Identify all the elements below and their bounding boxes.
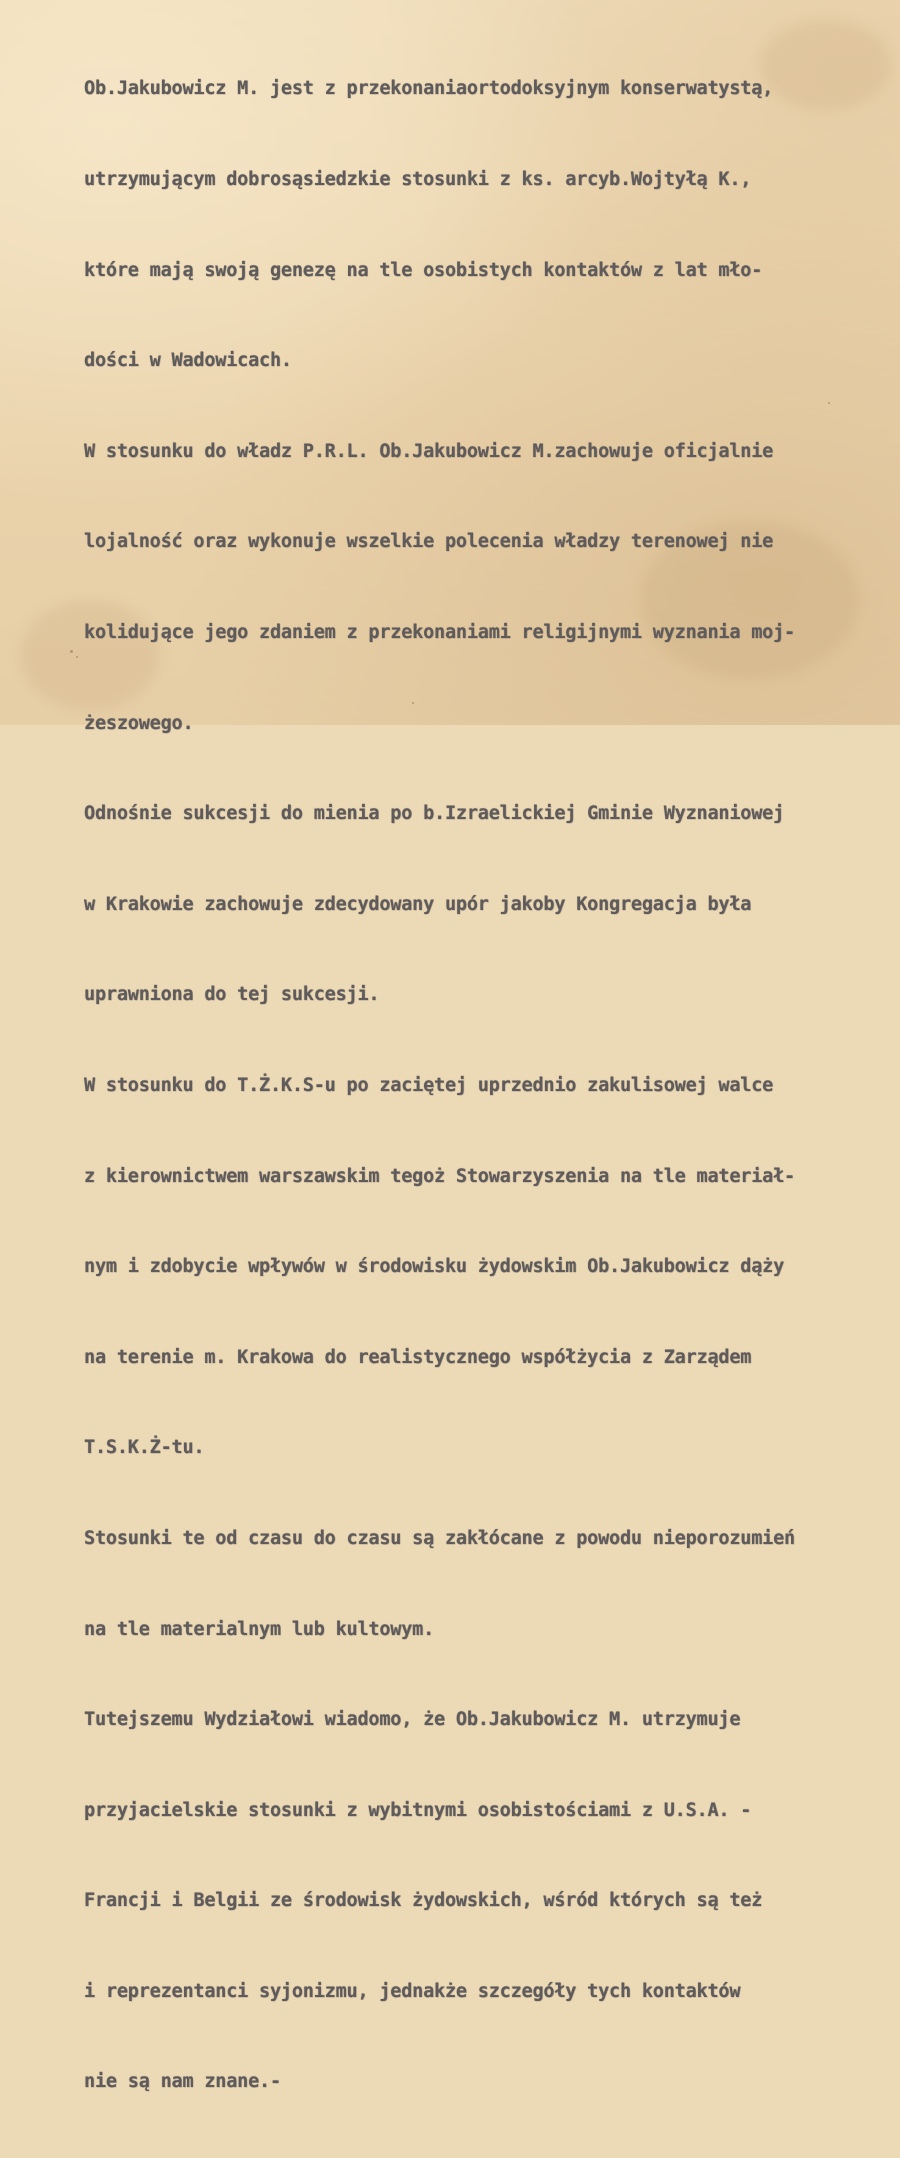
text-line: Francji i Belgii ze środowisk żydowskich, wśród których są też [84,1890,763,1912]
text-line: kolidujące jego zdaniem z przekonaniami religijnymi wyznania moj- [84,621,795,643]
text-line: utrzymującym dobrosąsiedzkie stosunki z ks. arcyb.Wojtyłą K., [84,169,752,190]
text-line: W stosunku do T.Ż.K.S-u po zaciętej uprzednio zakulisowej walce [84,1074,774,1096]
text-line: przyjacielskie stosunki z wybitnymi osobistościami z U.S.A. - [84,1799,752,1821]
text-line: i reprezentanci syjonizmu, jednakże szczegóły tych kontaktów [84,1980,741,2002]
text-line: Odnośnie sukcesji do mienia po b.Izraelickiej Gminie Wyznaniowej [84,803,785,825]
text-line: nym i zdobycie wpływów w środowisku żydowskim Ob.Jakubowicz dąży [84,1256,785,1278]
text-line: W stosunku do władz P.R.L. Ob.Jakubowicz M.zachowuje oficjalnie [84,440,774,462]
text-line: z kierownictwem warszawskim tegoż Stowarzyszenia na tle materiał- [84,1165,795,1187]
text-line: Ob.Jakubowicz M. jest z przekonaniaortodoksyjnym konserwatystą, [84,78,774,100]
paper-speck [76,656,78,658]
text-line: żeszowego. [84,712,194,734]
text-line: Tutejszemu Wydziałowi wiadomo, że Ob.Jakubowicz M. utrzymuje [84,1709,741,1731]
text-line: dości w Wadowicach. [84,350,292,372]
text-line: na terenie m. Krakowa do realistycznego współżycia z Zarządem [84,1346,752,1368]
text-line: które mają swoją genezę na tle osobistych kontaktów z lat mło- [84,259,763,281]
text-line: nie są nam znane.- [84,2071,281,2093]
text-line: T.S.K.Ż-tu. [84,1437,205,1459]
text-line: uprawniona do tej sukcesji. [84,984,380,1006]
typed-text-body [84,14,884,2158]
text-line: na tle materialnym lub kultowym. [84,1618,435,1640]
text-line: w Krakowie zachowuje zdecydowany upór jakoby Kongregacja była [84,893,752,915]
text-line: lojalność oraz wykonuje wszelkie polecenia władzy terenowej nie [84,531,774,553]
text-line: Stosunki te od czasu do czasu są zakłócane z powodu nieporozumień [84,1527,795,1549]
paper-speck [70,650,73,653]
